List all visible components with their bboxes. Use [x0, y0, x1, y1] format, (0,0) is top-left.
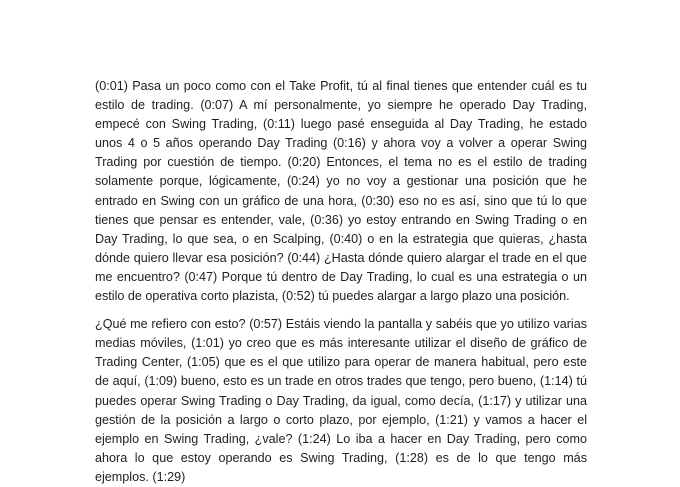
transcript-body	[95, 77, 587, 487]
transcript-paragraph-1: (0:01) Pasa un poco como con el Take Profit, tú al final tienes que entender cuál es tu estilo de trading. (0:07) A mí personalmente, yo siempre he operado Day Trading, empecé con Swing Trading, (0:11) luego pasé enseguida al Day Trading, he estado unos 4 o 5 años operando Day Trading (0:16) y ahora voy a volver a operar Swing Trading por cuestión de tiempo. (0:20) Entonces, el tema no es el estilo de trading solamente porque, lógicamente, (0:24) yo no voy a gestionar una posición que he entrado en Swing con un gráfico de una hora, (0:30) eso no es así, sino que tú lo que tienes que pensar es entender, vale, (0:36) yo estoy entrando en Swing Trading o en Day Trading, lo que sea, o en Scalping, (0:40) o en la estrategia que quieras, ¿hasta dónde quiero llevar esa posición? (0:44) ¿Hasta dónde quiero alargar el trade en el que me encuentro? (0:47) Porque tú dentro de Day Trading, lo cual es una estrategia o un estilo de operativa corto plazista, (0:52) tú puedes alargar a largo plazo una posición.	[95, 79, 587, 304]
transcript-paragraph-2: ¿Qué me refiero con esto? (0:57) Estáis viendo la pantalla y sabéis que yo utilizo varias medias móviles, (1:01) yo creo que es más interesante utilizar el diseño de gráfico de Trading Center, (1:05) que es el que utilizo para operar de manera habitual, pero este de aquí, (1:09) bueno, esto es un trade en otros trades que tengo, pero bueno, (1:14) tú puedes operar Swing Trading o Day Trading, da igual, como decía, (1:17) y utilizar una gestión de la posición a largo o corto plazo, por ejemplo, (1:21) y vamos a hacer el ejemplo en Swing Trading, ¿vale? (1:24) Lo iba a hacer en Day Trading, pero como ahora lo que estoy operando es Swing Trading, (1:28) es de lo que tengo más ejemplos. (1:29)	[95, 317, 587, 484]
